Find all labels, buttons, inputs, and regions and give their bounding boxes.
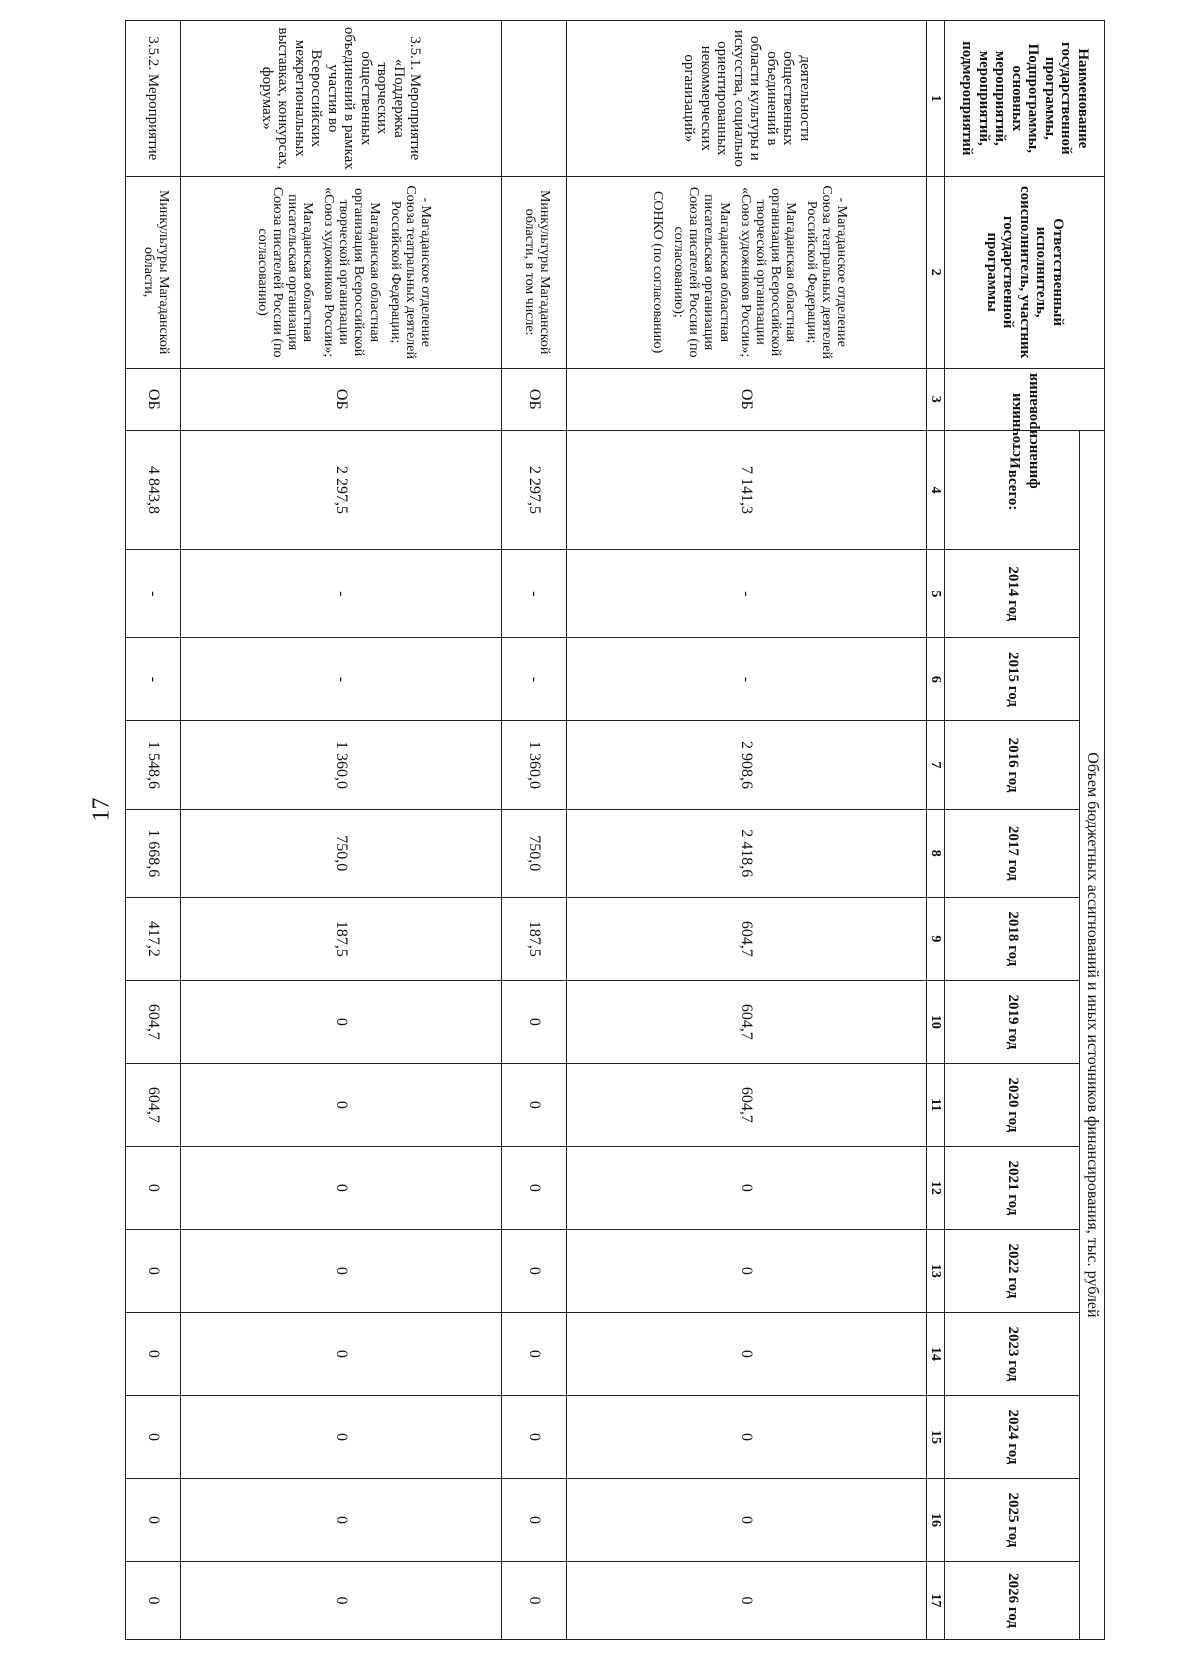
year-value: 0 bbox=[180, 1229, 501, 1312]
column-number: 14 bbox=[927, 1312, 945, 1395]
executor-cell bbox=[567, 176, 927, 368]
column-number: 8 bbox=[927, 809, 945, 897]
executor-cell bbox=[126, 176, 181, 368]
column-number: 4 bbox=[927, 430, 945, 549]
year-value: 0 bbox=[502, 1229, 567, 1312]
header-source bbox=[945, 368, 1105, 489]
year-value: 0 bbox=[126, 1395, 181, 1478]
year-value: 750,0 bbox=[180, 809, 501, 897]
header-year: 2018 год bbox=[945, 897, 1080, 980]
program-name: 3.5.1. Мероприятие «Поддержка творческих общественных объединений в рамках участия во Всероссийских межрегиональных выставках, конкурсах, форумах» bbox=[180, 21, 501, 177]
year-value: 0 bbox=[180, 1561, 501, 1639]
program-name: деятельности общественных объединений в области культуры и искусства, социально ориентированных некоммерческих организаций» bbox=[567, 21, 927, 177]
year-value: 1 668,6 bbox=[126, 809, 181, 897]
year-value: 0 bbox=[567, 1561, 927, 1639]
header-year: 2022 год bbox=[945, 1229, 1080, 1312]
year-value: 0 bbox=[502, 1478, 567, 1561]
year-value: 604,7 bbox=[567, 980, 927, 1063]
year-value: 0 bbox=[180, 1146, 501, 1229]
year-value: 0 bbox=[180, 1478, 501, 1561]
year-value: 0 bbox=[567, 1312, 927, 1395]
funding-source: ОБ bbox=[180, 368, 501, 430]
year-value: 0 bbox=[126, 1312, 181, 1395]
executor: Магаданская областная организация Всероссийской творческой организации «Союз художников России»; bbox=[737, 187, 799, 358]
year-value: 0 bbox=[180, 980, 501, 1063]
column-number: 11 bbox=[927, 1063, 945, 1146]
executor: СОНКО (по согласованию) bbox=[650, 191, 666, 354]
year-value: 0 bbox=[126, 1146, 181, 1229]
header-year: 2019 год bbox=[945, 980, 1080, 1063]
column-number: 13 bbox=[927, 1229, 945, 1312]
column-number: 2 bbox=[927, 176, 945, 368]
funding-source: ОБ bbox=[567, 368, 927, 430]
year-value: 0 bbox=[126, 1478, 181, 1561]
funding-source: ОБ bbox=[126, 368, 181, 430]
year-value: 604,7 bbox=[567, 897, 927, 980]
year-value: 0 bbox=[502, 1312, 567, 1395]
executor: Магаданская областная организация Всероссийской творческой организации «Союз художников России»; bbox=[321, 187, 382, 358]
table-row bbox=[567, 21, 927, 1640]
year-value: 0 bbox=[502, 980, 567, 1063]
header-year: 2024 год bbox=[945, 1395, 1080, 1478]
budget-table bbox=[125, 20, 1105, 1640]
year-value: 0 bbox=[567, 1146, 927, 1229]
total-value: 2 297,5 bbox=[502, 430, 567, 549]
year-value: 1 360,0 bbox=[502, 721, 567, 809]
header-executor: Ответственный исполнитель, соисполнитель, участник государственной программы bbox=[945, 176, 1105, 368]
column-number: 17 bbox=[927, 1561, 945, 1639]
column-number: 6 bbox=[927, 638, 945, 721]
header-source-label: Источники финансирования bbox=[1008, 372, 1041, 489]
year-value: - bbox=[126, 638, 181, 721]
year-value: - bbox=[502, 550, 567, 638]
year-value: 0 bbox=[126, 1561, 181, 1639]
header-name: Наименование государственной программы, Подпрограммы, основных мероприятий, мероприятий, подмероприятий bbox=[945, 21, 1105, 177]
table-row bbox=[180, 21, 501, 1640]
year-value: 0 bbox=[180, 1312, 501, 1395]
year-value: - bbox=[180, 550, 501, 638]
year-value: 0 bbox=[180, 1063, 501, 1146]
year-value: 2 908,6 bbox=[567, 721, 927, 809]
year-value: - bbox=[126, 550, 181, 638]
executor-cell bbox=[502, 176, 567, 368]
year-value: - bbox=[502, 638, 567, 721]
column-number: 1 bbox=[927, 21, 945, 177]
column-number: 16 bbox=[927, 1478, 945, 1561]
program-name bbox=[502, 21, 567, 177]
executor: Магаданская областная писательская организация Союза писателей России (по согласованию); bbox=[671, 186, 732, 358]
header-year: 2015 год bbox=[945, 638, 1080, 721]
header-year: 2021 год bbox=[945, 1146, 1080, 1229]
header-year: 2026 год bbox=[945, 1561, 1080, 1639]
column-number: 15 bbox=[927, 1395, 945, 1478]
executor: - Магаданское отделение Союза театральных деятелей Российской Федерации; bbox=[804, 185, 850, 359]
header-total: всего: bbox=[945, 430, 1080, 549]
year-value: 417,2 bbox=[126, 897, 181, 980]
total-value: 2 297,5 bbox=[180, 430, 501, 549]
executor: - Магаданское отделение Союза театральных деятелей Российской Федерации; bbox=[387, 185, 433, 359]
column-number: 5 bbox=[927, 550, 945, 638]
year-value: 0 bbox=[567, 1478, 927, 1561]
column-number: 12 bbox=[927, 1146, 945, 1229]
column-number: 7 bbox=[927, 721, 945, 809]
year-value: 0 bbox=[567, 1395, 927, 1478]
year-value: 0 bbox=[180, 1395, 501, 1478]
header-budget-group: Объем бюджетных ассигнований и иных источников финансирования, тыс. рублей bbox=[1080, 430, 1105, 1639]
header-year: 2020 год bbox=[945, 1063, 1080, 1146]
year-value: - bbox=[567, 638, 927, 721]
header-year: 2016 год bbox=[945, 721, 1080, 809]
year-value: 187,5 bbox=[502, 897, 567, 980]
column-number: 9 bbox=[927, 897, 945, 980]
year-value: 0 bbox=[502, 1395, 567, 1478]
year-value: 0 bbox=[502, 1063, 567, 1146]
header-year: 2017 год bbox=[945, 809, 1080, 897]
program-name: 3.5.2. Мероприятие bbox=[126, 21, 181, 177]
funding-source: ОБ bbox=[502, 368, 567, 430]
year-value: 0 bbox=[502, 1561, 567, 1639]
header-year: 2025 год bbox=[945, 1478, 1080, 1561]
year-value: 1 360,0 bbox=[180, 721, 501, 809]
column-number: 10 bbox=[927, 980, 945, 1063]
header-year: 2014 год bbox=[945, 550, 1080, 638]
year-value: 187,5 bbox=[180, 897, 501, 980]
table-row bbox=[502, 21, 567, 1640]
executor: Минкультуры Магаданской области, в том числе: bbox=[522, 189, 553, 355]
executor: Магаданская областная писательская организация Союза писателей России (по согласованию) bbox=[254, 186, 316, 358]
year-value: - bbox=[567, 550, 927, 638]
year-value: 604,7 bbox=[126, 1063, 181, 1146]
year-value: 0 bbox=[567, 1229, 927, 1312]
executor: Минкультуры Магаданской области, bbox=[140, 189, 171, 355]
total-value: 7 141,3 bbox=[567, 430, 927, 549]
year-value: - bbox=[180, 638, 501, 721]
table-row bbox=[126, 21, 181, 1640]
budget-table-rotated bbox=[125, 20, 1105, 1640]
year-value: 0 bbox=[126, 1229, 181, 1312]
year-value: 2 418,6 bbox=[567, 809, 927, 897]
executor-cell bbox=[180, 176, 501, 368]
column-number: 3 bbox=[927, 368, 945, 430]
header-year: 2023 год bbox=[945, 1312, 1080, 1395]
year-value: 750,0 bbox=[502, 809, 567, 897]
total-value: 4 843,8 bbox=[126, 430, 181, 549]
year-value: 0 bbox=[502, 1146, 567, 1229]
year-value: 604,7 bbox=[126, 980, 181, 1063]
year-value: 604,7 bbox=[567, 1063, 927, 1146]
page-number: 17 bbox=[88, 797, 115, 822]
year-value: 1 548,6 bbox=[126, 721, 181, 809]
